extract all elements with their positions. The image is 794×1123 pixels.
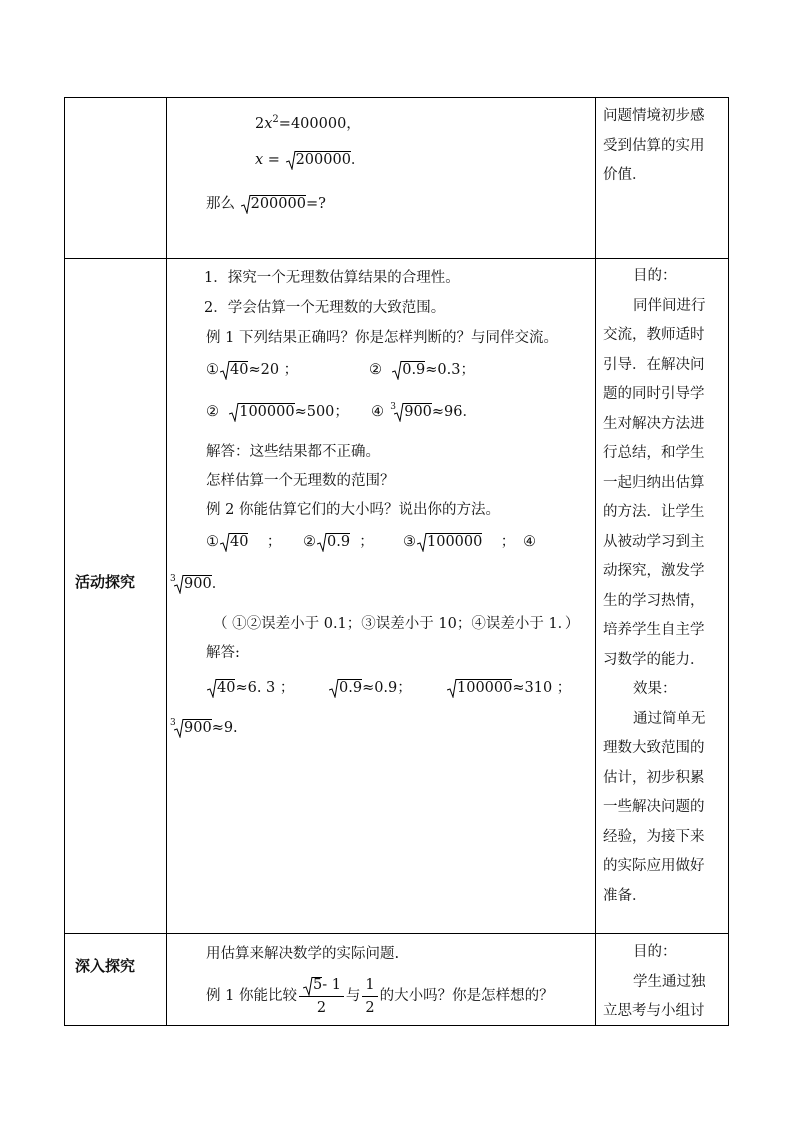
radicand: 0.9 (339, 680, 363, 696)
goal-2: 2．学会估算一个无理数的大致范围。 (204, 300, 446, 316)
equation-1 (255, 110, 361, 134)
ex1-item-b (369, 360, 475, 380)
sqrt-symbol (207, 678, 235, 698)
radicand: 40 (230, 362, 249, 378)
answer-item-d (170, 718, 238, 738)
sqrt-symbol (286, 150, 351, 170)
row1-side-notes (603, 102, 721, 191)
item-rest: ． (211, 576, 227, 592)
side-line: 准备． (603, 887, 647, 904)
side-line: 从被动学习到主 (603, 533, 705, 550)
row3-side-notes (603, 938, 721, 1027)
row-divider-2 (65, 933, 728, 934)
answer-1: 解答：这些结果都不正确。 (206, 444, 380, 460)
row-label-activity: 活动探究 (75, 573, 136, 591)
example-2-question: 例 2 你能估算它们的大小吗？说出你的方法。 (206, 502, 500, 518)
answer-item-c (446, 678, 571, 698)
answer-item-a (206, 678, 294, 698)
radicand: 0.9 (327, 534, 351, 550)
radicand: 40 (230, 534, 249, 550)
radicand: 40 (217, 680, 236, 696)
side-line: 同伴间进行 (633, 297, 706, 314)
root-index: 3 (390, 402, 396, 412)
denominator: 2 (365, 999, 375, 1016)
ex2-item-a (206, 532, 281, 552)
item-rest: ≈0.3； (425, 362, 475, 378)
item-rest: ≈500； (294, 404, 349, 420)
eq2-equals: = (263, 152, 280, 168)
side-line: 的方法．让学生 (603, 504, 705, 520)
side-line: 动探究，激发学 (603, 563, 705, 579)
sqrt-symbol (241, 194, 306, 214)
goal-1: 1．探究一个无理数估算结果的合理性。 (204, 270, 460, 286)
side-line: 一些解决问题的 (603, 799, 705, 815)
row2-side-notes (603, 262, 721, 911)
sqrt-symbol (303, 976, 322, 994)
sqrt-symbol (317, 532, 350, 552)
radicand: 100000 (457, 680, 513, 696)
denominator: 2 (316, 999, 327, 1016)
side-line: 目的： (633, 944, 677, 960)
example-rest: 的大小吗？你是怎样想的？ (379, 988, 554, 1004)
question-end: =? (305, 196, 326, 212)
example-prefix: 例 1 你能比较 (206, 988, 297, 1004)
equation-2 (255, 150, 365, 170)
sqrt-symbol (220, 360, 248, 380)
radicand: 900 (404, 404, 432, 420)
item-marker: ④ (371, 404, 384, 420)
item-marker: ③ (403, 534, 416, 550)
side-line: 受到估算的实用 (603, 137, 705, 154)
item-rest: ； (266, 534, 282, 550)
side-line: 的实际应用做好 (603, 858, 705, 874)
side-line: 经验，为接下来 (603, 828, 705, 845)
item-marker: ② (206, 404, 219, 420)
eq1-var: x (264, 115, 273, 132)
radicand: 900 (184, 720, 212, 736)
item-rest: ≈310 ； (512, 680, 572, 696)
column-divider-2 (595, 98, 596, 1025)
deep-intro: 用估算来解决数学的实际问题. (206, 946, 400, 962)
sqrt-symbol (220, 532, 248, 552)
lesson-table (64, 97, 729, 1026)
ex2-item-b (303, 532, 374, 552)
column-divider-1 (166, 98, 167, 1025)
side-line: 理数大致范围的 (603, 740, 705, 756)
item-rest: ≈6. 3 ； (235, 680, 295, 696)
how-to-question: 怎样估算一个无理数的范围？ (206, 473, 395, 489)
ex2-item-d (170, 574, 227, 594)
item-rest: ≈0.9； (362, 680, 412, 696)
side-line: 目的： (633, 268, 677, 284)
ex1-item-a (206, 360, 298, 380)
side-line: 价值． (603, 167, 647, 183)
item-rest: ≈96． (431, 404, 478, 420)
root-index: 3 (170, 574, 176, 584)
sqrt-symbol (329, 678, 362, 698)
side-line: 生对解决方法进 (603, 415, 705, 432)
item-marker: ④ (523, 534, 536, 550)
side-line: 行总结，和学生 (603, 445, 705, 461)
cube-root-symbol (170, 574, 212, 594)
sqrt-symbol (229, 402, 294, 422)
eq2-radicand: 200000 (295, 152, 351, 168)
side-line: 学生通过独 (633, 973, 706, 990)
side-line: 估计，初步积累 (603, 769, 705, 786)
item-rest: ≈9. (211, 720, 238, 736)
side-line: 一起归纳出估算 (603, 474, 705, 491)
question-prefix: 那么 (206, 196, 235, 212)
side-line: 通过简单无 (633, 710, 706, 727)
side-line: 效果： (633, 681, 677, 697)
answer-item-b (328, 678, 412, 698)
sqrt-symbol (447, 678, 512, 698)
eq1-lhs: 2 (255, 115, 265, 132)
side-line: 立思考与小组讨 (603, 1003, 705, 1019)
radicand: 100000 (427, 534, 483, 550)
ex1-item-d (371, 402, 477, 422)
ex1-item-c (206, 402, 349, 422)
side-line: 题的同时引导学 (603, 386, 705, 402)
cube-root-symbol (170, 718, 212, 738)
radicand: 900 (184, 576, 212, 592)
numerator-rest: - 1 (322, 976, 341, 993)
radicand: 0.9 (402, 362, 426, 378)
row-divider-1 (65, 258, 728, 259)
side-line: 习数学的能力． (603, 651, 705, 668)
root-index: 3 (170, 718, 176, 728)
sqrt-symbol (392, 360, 425, 380)
fraction-2 (362, 976, 377, 1017)
question-radicand: 200000 (250, 196, 306, 212)
sqrt-symbol (417, 532, 482, 552)
side-line: 交流，教师适时 (603, 327, 705, 343)
item-rest: ≈20 ； (248, 362, 299, 378)
example-1-question: 例 1 下列结果正确吗？你是怎样判断的？与同伴交流。 (206, 330, 558, 346)
item-marker: ② (369, 362, 382, 378)
connector: 与 (345, 988, 361, 1004)
eq1-exponent: 2 (272, 114, 279, 125)
item-marker: ① (206, 534, 219, 550)
eq2-var: x (255, 152, 264, 168)
error-bounds: （ ①②误差小于 0.1；③误差小于 10；④误差小于 1．） (213, 616, 580, 632)
numerator: 1 (362, 976, 377, 997)
item-marker: ② (303, 534, 316, 550)
eq2-end: ． (350, 152, 366, 168)
question-line (206, 194, 326, 214)
side-line: 生的学习热情， (603, 592, 705, 609)
item-rest: ； (359, 534, 374, 550)
row-label-deep-inquiry: 深入探究 (75, 957, 136, 975)
radicand: 5 (312, 976, 323, 993)
radicand: 100000 (239, 404, 295, 420)
item-marker: ① (206, 362, 219, 378)
eq1-rhs: =400000， (278, 115, 361, 132)
cube-root-symbol (390, 402, 432, 422)
side-line: 问题情境初步感 (603, 108, 705, 124)
answer-2-label: 解答: (206, 645, 240, 661)
fraction-1 (299, 976, 344, 1017)
item-rest: ； (500, 534, 516, 550)
ex2-item-c (403, 532, 515, 552)
deep-example-1 (206, 974, 554, 1018)
side-line: 培养学生自主学 (603, 622, 705, 638)
side-line: 引导．在解决问 (603, 356, 705, 373)
